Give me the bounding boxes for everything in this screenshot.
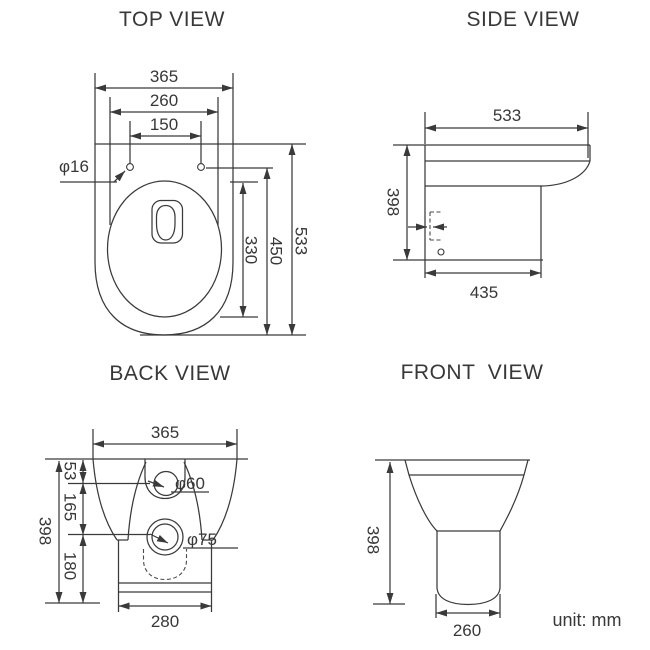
- side-view: [384, 8, 591, 302]
- dim-label-phi60: φ60: [175, 474, 205, 493]
- flush-recess-inner: [157, 206, 176, 241]
- front-view-title: FRONT VIEW: [400, 361, 544, 384]
- rim-edge-right: [524, 460, 528, 475]
- side-view-title: SIDE VIEW: [466, 8, 580, 31]
- base-plate: [119, 583, 212, 592]
- hinge-hole-right: [198, 164, 205, 171]
- dim-label-165: 165: [60, 492, 80, 522]
- dim-label-398: 398: [383, 187, 403, 217]
- dim-label-180: 180: [60, 551, 80, 581]
- leader-arrow: [114, 171, 125, 182]
- dim-label-280: 280: [150, 612, 180, 631]
- leader-arrow-60: [148, 481, 164, 487]
- dim-label-435: 435: [469, 283, 499, 302]
- bowl-curve-left: [409, 475, 437, 531]
- unit-note: unit: mm: [552, 610, 622, 630]
- dim-label-330: 330: [241, 235, 261, 265]
- dim-label-398: 398: [35, 516, 55, 546]
- outer-curve-right: [213, 459, 237, 540]
- pedestal-bottom-curve: [437, 588, 500, 605]
- dim-label-150: 150: [149, 115, 179, 134]
- dim-label-phi75: φ75: [187, 530, 217, 549]
- bowl-curve-right: [500, 475, 524, 531]
- front-view: [364, 361, 544, 640]
- dim-label-365: 365: [150, 423, 180, 442]
- seat-opening: [108, 181, 222, 317]
- top-view-title: TOP VIEW: [119, 8, 225, 31]
- hinge-hole-left: [127, 164, 134, 171]
- back-view-title: BACK VIEW: [109, 362, 231, 385]
- hidden-trapway: [144, 549, 187, 580]
- dim-label-260: 260: [452, 621, 482, 640]
- dim-label-398: 398: [363, 525, 383, 555]
- dim-label-533: 533: [492, 106, 522, 125]
- dim-label-533: 533: [291, 226, 311, 256]
- dim-label-53: 53: [60, 461, 80, 481]
- rim-edge-left: [405, 460, 409, 475]
- fixing-hole: [438, 249, 444, 255]
- fixing-hidden-line: [430, 212, 443, 240]
- dim-label-365: 365: [149, 67, 179, 86]
- outer-curve-left: [93, 459, 117, 540]
- back-curve: [540, 161, 590, 186]
- top-view: [59, 8, 310, 335]
- dim-label-450: 450: [266, 236, 286, 266]
- trapway-curve-left: [128, 462, 146, 540]
- dim-label-phi16: φ16: [59, 157, 89, 176]
- dim-label-260: 260: [149, 91, 179, 110]
- back-view: [36, 362, 249, 631]
